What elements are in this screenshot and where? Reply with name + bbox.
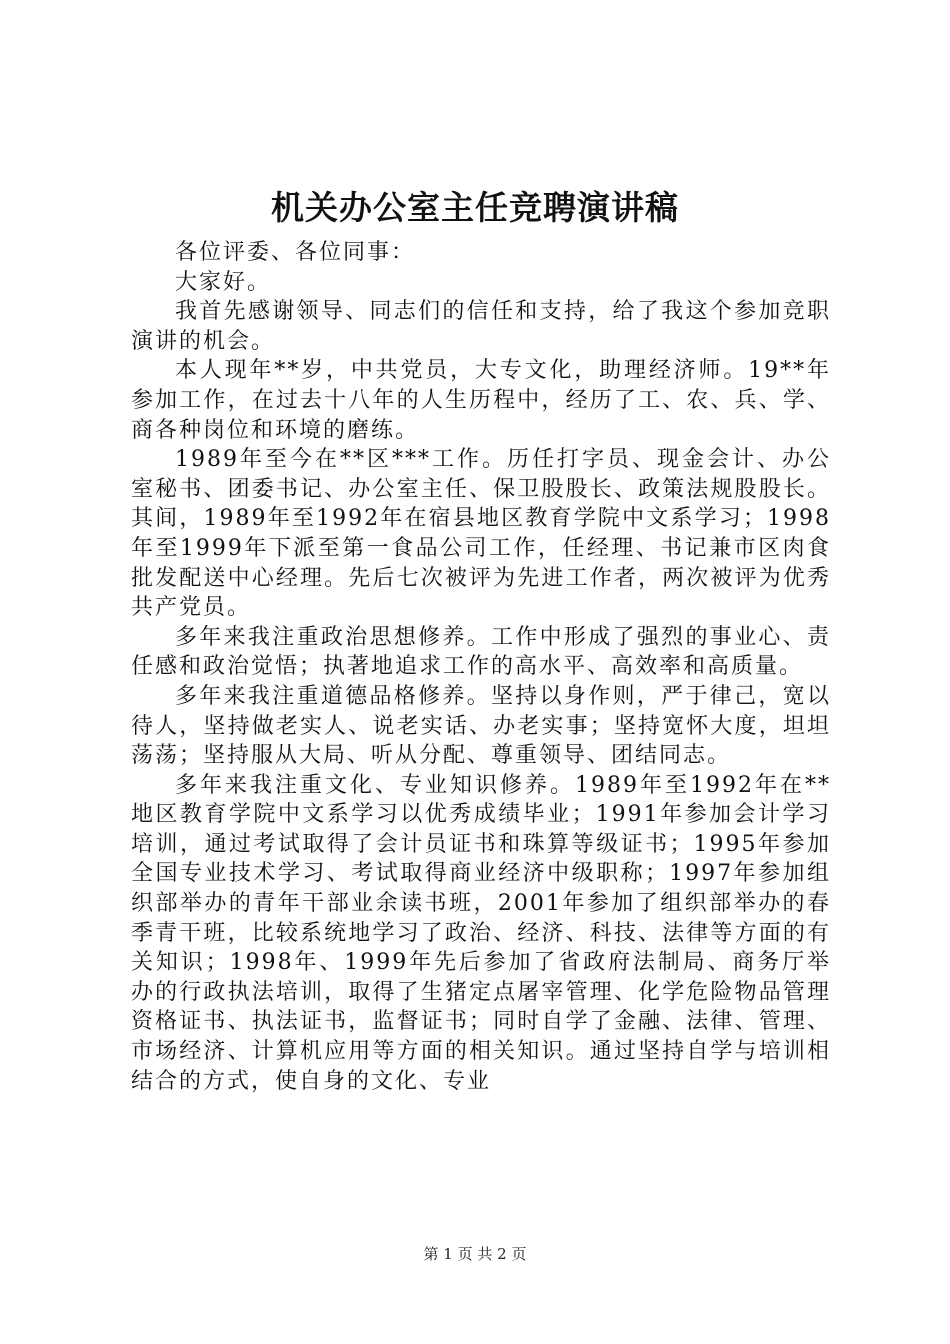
page-footer: 第 1 页 共 2 页 xyxy=(423,1245,527,1263)
paragraph-political: 多年来我注重政治思想修养。工作中形成了强烈的事业心、责任感和政治觉悟；执著地追求工作的高水平、高效率和高质量。 xyxy=(131,624,831,680)
paragraph-thanks: 我首先感谢领导、同志们的信任和支持，给了我这个参加竞职演讲的机会。 xyxy=(131,299,831,354)
document-title: 机关办公室主任竞聘演讲稿 xyxy=(271,188,679,227)
paragraph-career: 1989年至今在**区***工作。历任打字员、现金会计、办公室秘书、团委书记、办公室主任、保卫股股长、政策法规股股长。其间，1989年至1992年在宿县地区教育学院中文系学习；1998年至1999年下派至第一食品公司工作，任经理、书记兼市区肉食批发配送中心经理。先后七次被评为先进工作者，两次被评为优秀共产党员。 xyxy=(131,447,831,621)
paragraph-intro: 本人现年**岁，中共党员，大专文化，助理经济师。19**年参加工作，在过去十八年的人生历程中，经历了工、农、兵、学、商各种岗位和环境的磨练。 xyxy=(131,358,831,443)
paragraph-education: 多年来我注重文化、专业知识修养。1989年至1992年在**地区教育学院中文系学习以优秀成绩毕业；1991年参加会计学习培训，通过考试取得了会计员证书和珠算等级证书；1995年参加全国专业技术学习、考试取得商业经济中级职称；1997年参加组织部举办的青年干部业余读书班，2001年参加了组织部举办的春季青干班，比较系统地学习了政治、经济、科技、法律等方面的有关知识；1998年、1999年先后参加了省政府法制局、商务厅举办的行政执法培训，取得了生猪定点屠宰管理、化学危险物品管理资格证书、执法证书，监督证书；同时自学了金融、法律、管理、市场经济、计算机应用等方面的相关知识。通过坚持自学与培训相结合的方式，使自身的文化、专业 xyxy=(131,772,831,1094)
greeting: 大家好。 xyxy=(175,269,272,295)
paragraph-moral: 多年来我注重道德品格修养。坚持以身作则，严于律己，宽以待人，坚持做老实人、说老实话、办老实事；坚持宽怀大度，坦坦荡荡；坚持服从大局、听从分配、尊重领导、团结同志。 xyxy=(131,683,831,769)
document-body xyxy=(131,238,831,1096)
salutation: 各位评委、各位同事： xyxy=(175,240,416,265)
